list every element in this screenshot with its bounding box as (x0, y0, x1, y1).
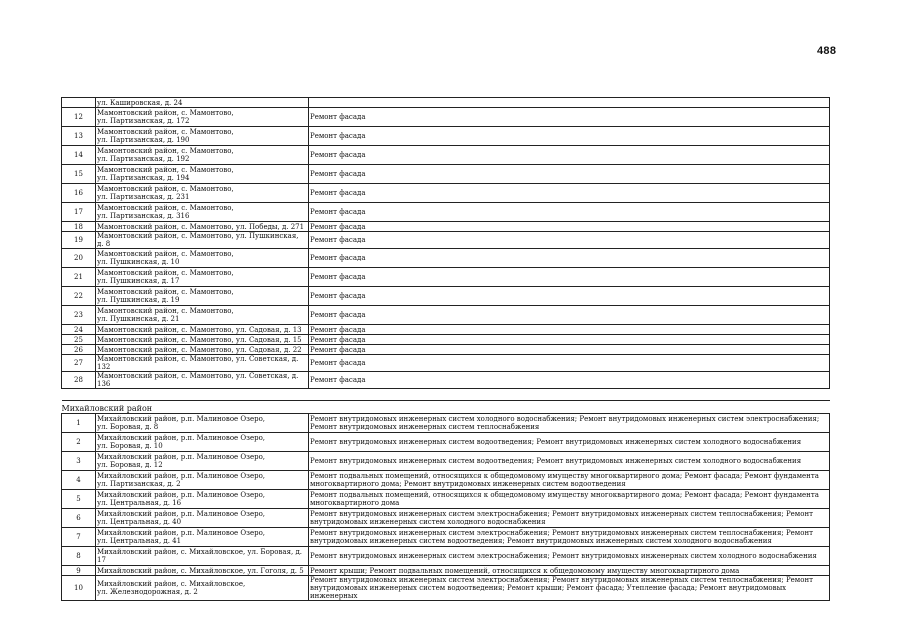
address-line: Мамонтовский район, с. Мамонтово, (97, 185, 234, 193)
row-address (96, 414, 309, 433)
address-line: ул. Боровая, д. 12 (97, 461, 163, 469)
row-number: 27 (62, 355, 96, 372)
row-work: Ремонт внутридомовых инженерных систем электроснабжения; Ремонт внутридомовых инженерных систем теплоснабжения; Ремонт внутридомовых инженерных систем водоотведения; Ремонт крыши; Ремонт фасада; Утепление фасада; Ремонт внутридомовых инженерных (309, 576, 830, 601)
address-line: Михайловский район, с. Михайловское, ул. Боровая, д. 17 (97, 548, 303, 564)
row-work: Ремонт внутридомовых инженерных систем электроснабжения; Ремонт внутридомовых инженерных систем холодного водоснабжения (309, 547, 830, 566)
row-work: Ремонт фасада (309, 325, 830, 335)
address-line: Мамонтовский район, с. Мамонтово, (97, 307, 234, 315)
row-address (96, 528, 309, 547)
address-line: Михайловский район, р.п. Малиновое Озеро, (97, 453, 266, 461)
row-number: 25 (62, 335, 96, 345)
repair-table-body (62, 98, 830, 601)
address-line: Михайловский район, р.п. Малиновое Озеро, (97, 434, 266, 442)
row-work: Ремонт внутридомовых инженерных систем электроснабжения; Ремонт внутридомовых инженерных систем теплоснабжения; Ремонт внутридомовых инженерных систем водоотведения; Ремонт внутридомовых инженерных систем холодного водоснабжения (309, 528, 830, 547)
address-line: Михайловский район, р.п. Малиновое Озеро, (97, 510, 266, 518)
row-number: 16 (62, 184, 96, 203)
table-row (62, 490, 830, 509)
row-number: 10 (62, 576, 96, 601)
table-row (62, 268, 830, 287)
row-number: 14 (62, 146, 96, 165)
row-address (96, 433, 309, 452)
address-line: Мамонтовский район, с. Мамонтово, ул. Советская, д. 132 (97, 355, 299, 371)
address-line: Мамонтовский район, с. Мамонтово, ул. Советская, д. 136 (97, 372, 299, 388)
address-line: ул. Центральная, д. 40 (97, 518, 182, 526)
table-row (62, 249, 830, 268)
table-row (62, 222, 830, 232)
row-address (96, 372, 309, 389)
row-work: Ремонт фасада (309, 287, 830, 306)
row-address (96, 108, 309, 127)
table-row (62, 232, 830, 249)
address-line: ул. Партизанская, д. 194 (97, 174, 190, 182)
table-row (62, 165, 830, 184)
address-line: ул. Центральная, д. 16 (97, 499, 182, 507)
address-line: Мамонтовский район, с. Мамонтово, (97, 166, 234, 174)
row-work: Ремонт фасада (309, 108, 830, 127)
table-row (62, 98, 830, 108)
address-line: Михайловский район, с. Михайловское, (97, 580, 246, 588)
address-line: Михайловский район, с. Михайловское, ул. Гоголя, д. 5 (97, 566, 304, 575)
address-line: ул. Пушкинская, д. 17 (97, 277, 180, 285)
row-address (96, 576, 309, 601)
row-work (309, 98, 830, 108)
table-row (62, 509, 830, 528)
address-line: ул. Партизанская, д. 2 (97, 480, 181, 488)
row-number: 3 (62, 452, 96, 471)
row-number: 28 (62, 372, 96, 389)
row-address (96, 509, 309, 528)
table-row (62, 528, 830, 547)
spacer-row (62, 389, 830, 401)
row-number: 19 (62, 232, 96, 249)
table-row (62, 203, 830, 222)
address-line: Мамонтовский район, с. Мамонтово, ул. Садовая, д. 22 (97, 345, 302, 354)
row-address (96, 452, 309, 471)
address-line: Мамонтовский район, с. Мамонтово, (97, 147, 234, 155)
row-address: ул. Кашировская, д. 24 (96, 98, 309, 108)
table-row (62, 325, 830, 335)
row-address (96, 146, 309, 165)
row-work: Ремонт крыши; Ремонт подвальных помещений, относящихся к общедомовому имуществу многоквартирного дома (309, 566, 830, 576)
row-work: Ремонт фасада (309, 184, 830, 203)
address-line: Мамонтовский район, с. Мамонтово, ул. Пушкинская, д. 8 (97, 232, 299, 248)
spacer-cell (96, 389, 309, 401)
row-work: Ремонт фасада (309, 372, 830, 389)
row-address (96, 325, 309, 335)
row-number: 24 (62, 325, 96, 335)
table-row (62, 471, 830, 490)
table-row (62, 414, 830, 433)
address-line: ул. Партизанская, д. 190 (97, 136, 190, 144)
address-line: ул. Пушкинская, д. 21 (97, 315, 180, 323)
address-line: ул. Боровая, д. 10 (97, 442, 163, 450)
row-work: Ремонт фасада (309, 127, 830, 146)
row-number: 4 (62, 471, 96, 490)
row-address (96, 165, 309, 184)
row-number: 6 (62, 509, 96, 528)
row-address (96, 547, 309, 566)
district-heading-row (62, 401, 830, 414)
address-line: ул. Партизанская, д. 231 (97, 193, 190, 201)
row-address (96, 222, 309, 232)
row-work: Ремонт внутридомовых инженерных систем водоотведения; Ремонт внутридомовых инженерных систем холодного водоснабжения (309, 433, 830, 452)
table-row (62, 184, 830, 203)
address-line: Мамонтовский район, с. Мамонтово, ул. Садовая, д. 13 (97, 325, 302, 334)
table-row (62, 108, 830, 127)
row-number: 8 (62, 547, 96, 566)
address-line: ул. Центральная, д. 41 (97, 537, 182, 545)
row-number: 22 (62, 287, 96, 306)
row-address (96, 203, 309, 222)
row-work: Ремонт фасада (309, 203, 830, 222)
row-work: Ремонт фасада (309, 355, 830, 372)
row-number: 20 (62, 249, 96, 268)
row-work: Ремонт фасада (309, 165, 830, 184)
row-address (96, 184, 309, 203)
row-number: 15 (62, 165, 96, 184)
row-address (96, 249, 309, 268)
table-row (62, 547, 830, 566)
row-work: Ремонт внутридомовых инженерных систем электроснабжения; Ремонт внутридомовых инженерных систем теплоснабжения; Ремонт внутридомовых инженерных систем холодного водоснабжения (309, 509, 830, 528)
row-work: Ремонт фасада (309, 268, 830, 287)
row-work: Ремонт фасада (309, 222, 830, 232)
row-work: Ремонт подвальных помещений, относящихся к общедомовому имуществу многоквартирного дома; Ремонт фасада; Ремонт фундамента многоквартирного дома; Ремонт внутридомовых инженерных систем водоотведения (309, 471, 830, 490)
page-number: 488 (817, 45, 837, 57)
address-line: ул. Партизанская, д. 172 (97, 117, 190, 125)
row-work: Ремонт внутридомовых инженерных систем холодного водоснабжения; Ремонт внутридомовых инженерных систем электроснабжения; Ремонт внутридомовых инженерных систем теплоснабжения (309, 414, 830, 433)
table-row (62, 146, 830, 165)
address-line: Мамонтовский район, с. Мамонтово, ул. Садовая, д. 15 (97, 335, 302, 344)
row-number: 18 (62, 222, 96, 232)
row-address (96, 306, 309, 325)
table-row (62, 372, 830, 389)
row-number: 21 (62, 268, 96, 287)
table-row (62, 345, 830, 355)
address-line: Михайловский район, р.п. Малиновое Озеро, (97, 491, 266, 499)
address-line: Мамонтовский район, с. Мамонтово, ул. Победы, д. 271 (97, 222, 305, 231)
row-number: 1 (62, 414, 96, 433)
table-row (62, 355, 830, 372)
address-line: ул. Пушкинская, д. 19 (97, 296, 180, 304)
address-line: Мамонтовский район, с. Мамонтово, (97, 109, 234, 117)
table-row (62, 452, 830, 471)
row-work: Ремонт фасада (309, 335, 830, 345)
address-line: Мамонтовский район, с. Мамонтово, (97, 269, 234, 277)
row-address (96, 268, 309, 287)
row-number: 17 (62, 203, 96, 222)
row-work: Ремонт фасада (309, 146, 830, 165)
district-title: Михайловский район (61, 404, 153, 413)
row-number: 5 (62, 490, 96, 509)
table-row (62, 306, 830, 325)
row-number: 26 (62, 345, 96, 355)
row-number: 7 (62, 528, 96, 547)
row-address (96, 345, 309, 355)
address-line: ул. Боровая, д. 8 (97, 423, 159, 431)
address-line: ул. Пушкинская, д. 10 (97, 258, 180, 266)
row-work: Ремонт фасада (309, 232, 830, 249)
repair-table (61, 97, 830, 601)
row-number (62, 98, 96, 108)
row-address (96, 232, 309, 249)
row-address (96, 566, 309, 576)
row-work: Ремонт фасада (309, 306, 830, 325)
address-line: Михайловский район, р.п. Малиновое Озеро, (97, 415, 266, 423)
spacer-cell (62, 389, 96, 401)
table-row (62, 335, 830, 345)
address-line: Мамонтовский район, с. Мамонтово, (97, 128, 234, 136)
row-number: 23 (62, 306, 96, 325)
row-number: 2 (62, 433, 96, 452)
row-number: 13 (62, 127, 96, 146)
row-work: Ремонт внутридомовых инженерных систем водоотведения; Ремонт внутридомовых инженерных систем холодного водоснабжения (309, 452, 830, 471)
spacer-cell (309, 389, 830, 401)
address-line: ул. Партизанская, д. 192 (97, 155, 190, 163)
table-row (62, 576, 830, 601)
table-row (62, 433, 830, 452)
address-line: ул. Железнодорожная, д. 2 (97, 588, 198, 596)
address-line: Мамонтовский район, с. Мамонтово, (97, 288, 234, 296)
row-address (96, 127, 309, 146)
table-row (62, 287, 830, 306)
address-line: Мамонтовский район, с. Мамонтово, (97, 204, 234, 212)
address-line: Михайловский район, р.п. Малиновое Озеро, (97, 472, 266, 480)
row-number: 12 (62, 108, 96, 127)
row-work: Ремонт фасада (309, 345, 830, 355)
row-address (96, 471, 309, 490)
row-work: Ремонт фасада (309, 249, 830, 268)
table-row (62, 127, 830, 146)
row-address (96, 335, 309, 345)
table-row (62, 566, 830, 576)
address-line: Мамонтовский район, с. Мамонтово, (97, 250, 234, 258)
row-address (96, 355, 309, 372)
row-number: 9 (62, 566, 96, 576)
row-address (96, 287, 309, 306)
address-line: ул. Партизанская, д. 316 (97, 212, 190, 220)
row-address (96, 490, 309, 509)
address-line: Михайловский район, р.п. Малиновое Озеро, (97, 529, 266, 537)
row-work: Ремонт подвальных помещений, относящихся к общедомовому имуществу многоквартирного дома; Ремонт фасада; Ремонт фундамента многоквартирного дома (309, 490, 830, 509)
